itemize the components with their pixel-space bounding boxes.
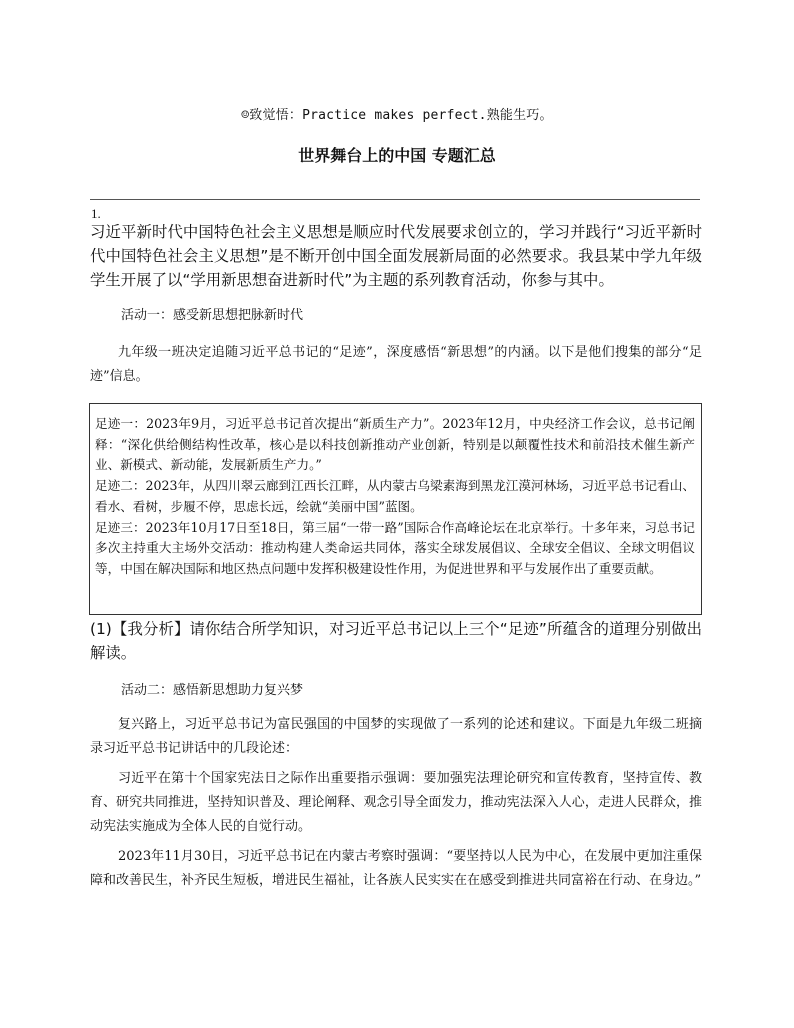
activity-one-text: 九年级一班决定追随习近平总书记的“足迹”，深度感悟“新思想”的内涵。以下是他们搜集的部分“足迹”信息。 (90, 345, 702, 384)
title-divider (90, 199, 700, 200)
activity-two-heading: 活动二：感悟新思想助力复兴梦 (121, 683, 304, 698)
activity-two-paragraph: 复兴路上，习近平总书记为富民强国的中国梦的实现做了一系列的论述和建议。下面是九年级二班摘录习近平总书记讲话中的几段论述： (90, 717, 702, 756)
motto-line: ☺致觉悟：Practice makes perfect.熟能生巧。 (241, 108, 553, 123)
footprint-one: 足迹一：2023年9月，习近平总书记首次提出“新质生产力”。2023年12月，中央经济工作会议，总书记阐释：“深化供给侧结构性改革，核心是以科技创新推动产业创新，特别是以颠覆性技术和前沿技术催生新产业、新模式、新动能，发展新质生产力。” (95, 416, 695, 473)
footprint-two: 足迹二：2023年，从四川翠云廊到江西长江畔，从内蒙古乌梁素海到黑龙江漠河林场，习近平总书记看山、看水、看树，步履不停，思虑长远，绘就“美丽中国”蓝图。 (95, 478, 695, 514)
sub-question-1: (1)【我分析】请你结合所学知识，对习近平总书记以上三个“足迹”所蕴含的道理分别做出解读。 (90, 620, 702, 662)
footprints-list (95, 414, 695, 580)
footprints-box (89, 403, 702, 615)
question-intro: 习近平新时代中国特色社会主义思想是顺应时代发展要求创立的，学习并践行“习近平新时代中国特色社会主义思想”是不断开创中国全面发展新局面的必然要求。我县某中学九年级学生开展了以“学用新思想奋进新时代”为主题的系列教育活动，你参与其中。 (90, 223, 702, 289)
activity-one-heading: 活动一：感受新思想把脉新时代 (121, 308, 304, 323)
footprint-three: 足迹三：2023年10月17日至18日，第三届“一带一路”国际合作高峰论坛在北京举行。十多年来，习总书记多次主持重大主场外交活动：推动构建人类命运共同体，落实全球发展倡议、全球安全倡议、全球文明倡议等，中国在解决国际和地区热点问题中发挥积极建设性作用，为促进世界和平与发展作出了重要贡献。 (95, 519, 695, 576)
constitution-quote-paragraph: 习近平在第十个国家宪法日之际作出重要指示强调：要加强宪法理论研究和宣传教育，坚持宣传、教育、研究共同推进，坚持知识普及、理论阐释、观念引导全面发力，推动宪法深入人心，走进人民群众，推动宪法实施成为全体人民的自觉行动。 (90, 771, 702, 834)
page-title: 世界舞台上的中国 专题汇总 (298, 146, 496, 165)
question-number: 1. (91, 206, 101, 221)
inner-mongolia-quote-paragraph: 2023年11月30日，习近平总书记在内蒙古考察时强调：“要坚持以人民为中心，在发展中更加注重保障和改善民生，补齐民生短板，增进民生福祉，让各族人民实实在在感受到推进共同富裕在行动、在身边。” (90, 849, 702, 888)
